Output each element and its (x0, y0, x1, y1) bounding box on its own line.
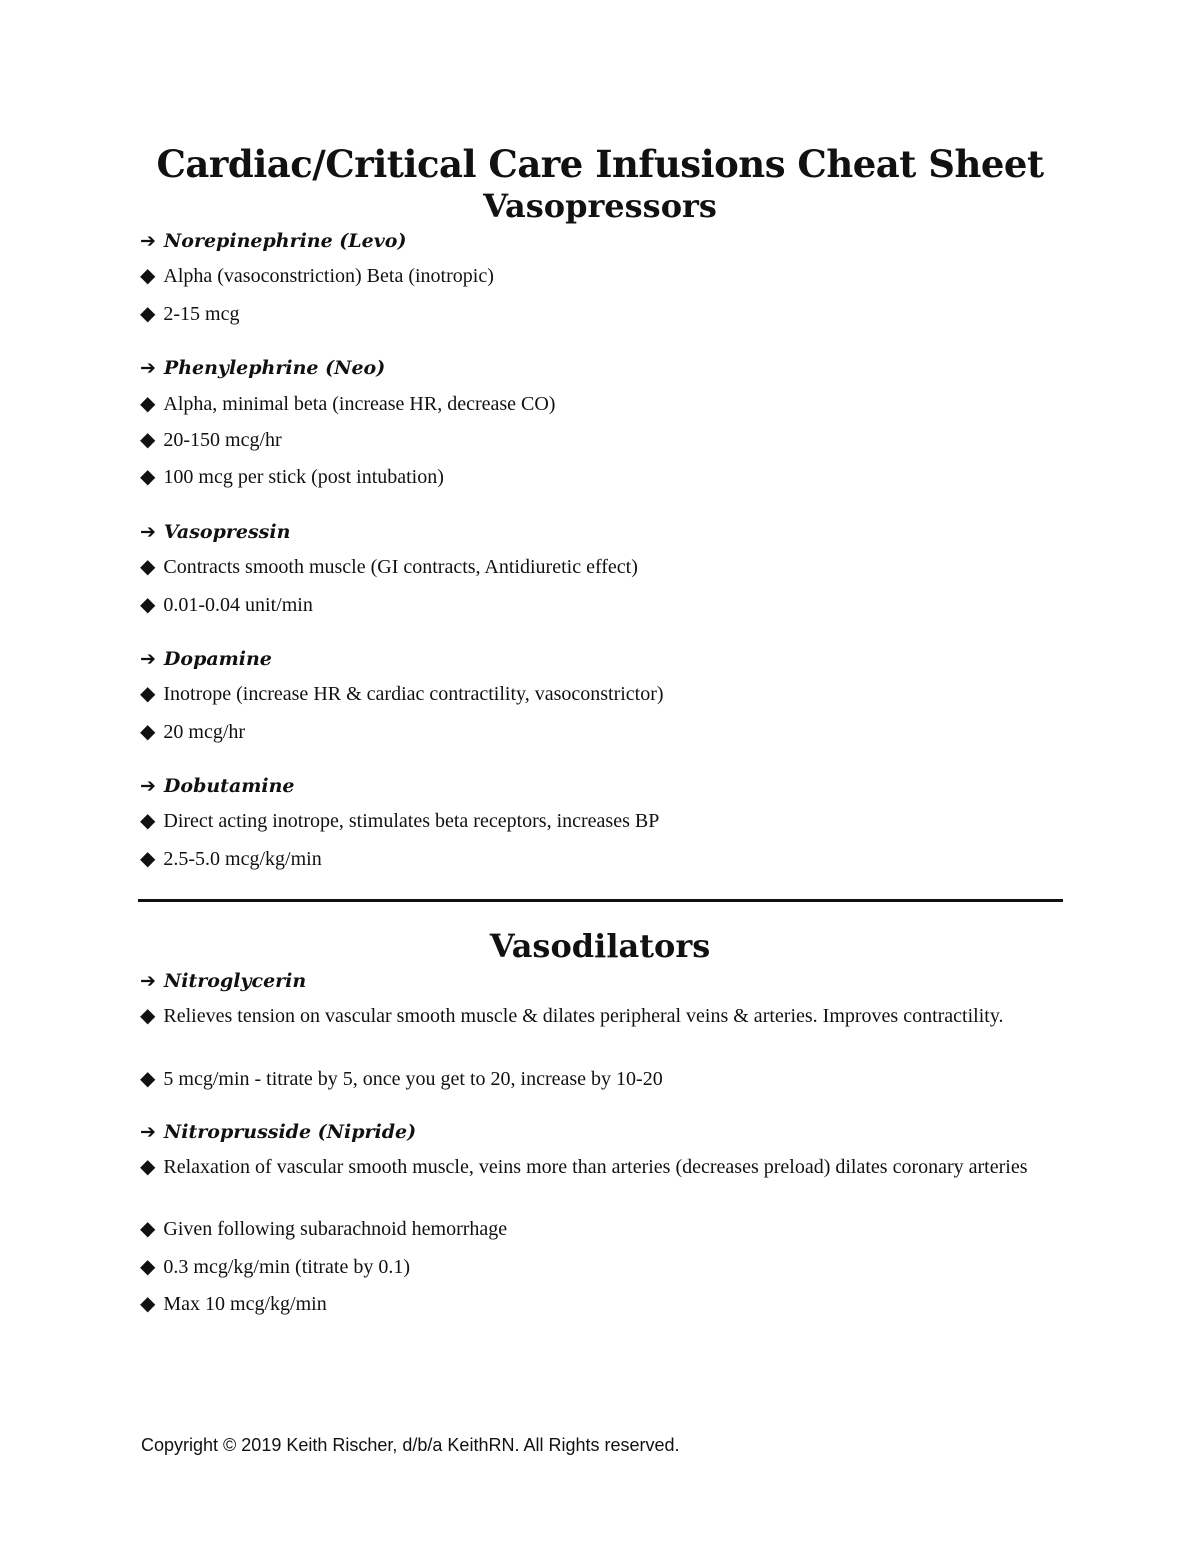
diamond-bullet-icon: ◆ (140, 1066, 156, 1090)
section-divider (138, 899, 1063, 902)
diamond-bullet-icon: ◆ (140, 1003, 156, 1027)
copyright-footer: Copyright © 2019 Keith Rischer, d/b/a KeithRN. All Rights reserved. (141, 1435, 680, 1455)
diamond-bullet-icon: ◆ (140, 1291, 156, 1315)
drug-bullet: ◆ Direct acting inotrope, stimulates beta receptors, increases BP (140, 805, 1055, 836)
drug-bullet: ◆ 100 mcg per stick (post intubation) (140, 461, 1055, 492)
drug-name-nitroprusside: ➔ Nitroprusside (Nipride) (140, 1121, 417, 1143)
drug-bullet: ◆ 20 mcg/hr (140, 716, 1055, 747)
arrow-right-icon: ➔ (140, 775, 156, 797)
drug-bullet: ◆ Relaxation of vascular smooth muscle, veins more than arteries (decreases preload) dilates coronary arteries (140, 1151, 1055, 1182)
drug-bullet: ◆ 2.5-5.0 mcg/kg/min (140, 843, 1055, 874)
drug-bullet: ◆ 0.01-0.04 unit/min (140, 589, 1055, 620)
arrow-right-icon: ➔ (140, 970, 156, 992)
drug-bullet: ◆ Max 10 mcg/kg/min (140, 1288, 1055, 1319)
diamond-bullet-icon: ◆ (140, 464, 156, 488)
drug-name-dobutamine: ➔ Dobutamine (140, 775, 295, 797)
drug-bullet: ◆ 20-150 mcg/hr (140, 424, 1055, 455)
diamond-bullet-icon: ◆ (140, 846, 156, 870)
diamond-bullet-icon: ◆ (140, 681, 156, 705)
diamond-bullet-icon: ◆ (140, 427, 156, 451)
drug-name-nitroglycerin: ➔ Nitroglycerin (140, 970, 307, 992)
drug-bullet: ◆ Given following subarachnoid hemorrhage (140, 1213, 1055, 1244)
diamond-bullet-icon: ◆ (140, 554, 156, 578)
page-title: Cardiac/Critical Care Infusions Cheat Sheet (156, 142, 1044, 186)
arrow-right-icon: ➔ (140, 648, 156, 670)
drug-bullet: ◆ Alpha, minimal beta (increase HR, decrease CO) (140, 388, 1055, 419)
diamond-bullet-icon: ◆ (140, 592, 156, 616)
section-heading-vasodilators: Vasodilators (489, 927, 711, 965)
drug-name-vasopressin: ➔ Vasopressin (140, 521, 291, 543)
diamond-bullet-icon: ◆ (140, 1216, 156, 1240)
arrow-right-icon: ➔ (140, 521, 156, 543)
arrow-right-icon: ➔ (140, 1121, 156, 1143)
drug-bullet: ◆ Inotrope (increase HR & cardiac contractility, vasoconstrictor) (140, 678, 1055, 709)
diamond-bullet-icon: ◆ (140, 391, 156, 415)
drug-bullet: ◆ 5 mcg/min - titrate by 5, once you get to 20, increase by 10-20 (140, 1063, 1055, 1094)
diamond-bullet-icon: ◆ (140, 719, 156, 743)
diamond-bullet-icon: ◆ (140, 808, 156, 832)
drug-bullet: ◆ Alpha (vasoconstriction) Beta (inotropic) (140, 260, 1055, 291)
drug-name-dopamine: ➔ Dopamine (140, 648, 272, 670)
drug-name-phenylephrine: ➔ Phenylephrine (Neo) (140, 357, 386, 379)
diamond-bullet-icon: ◆ (140, 1154, 156, 1178)
drug-bullet: ◆ 2-15 mcg (140, 298, 1055, 329)
drug-bullet: ◆ Contracts smooth muscle (GI contracts, Antidiuretic effect) (140, 551, 1055, 582)
arrow-right-icon: ➔ (140, 230, 156, 252)
drug-name-norepinephrine: ➔ Norepinephrine (Levo) (140, 230, 407, 252)
diamond-bullet-icon: ◆ (140, 263, 156, 287)
arrow-right-icon: ➔ (140, 357, 156, 379)
drug-bullet: ◆ Relieves tension on vascular smooth muscle & dilates peripheral veins & arteries. Improves contractility. (140, 1000, 1055, 1031)
diamond-bullet-icon: ◆ (140, 1254, 156, 1278)
drug-bullet: ◆ 0.3 mcg/kg/min (titrate by 0.1) (140, 1251, 1055, 1282)
section-heading-vasopressors: Vasopressors (483, 187, 717, 225)
diamond-bullet-icon: ◆ (140, 301, 156, 325)
